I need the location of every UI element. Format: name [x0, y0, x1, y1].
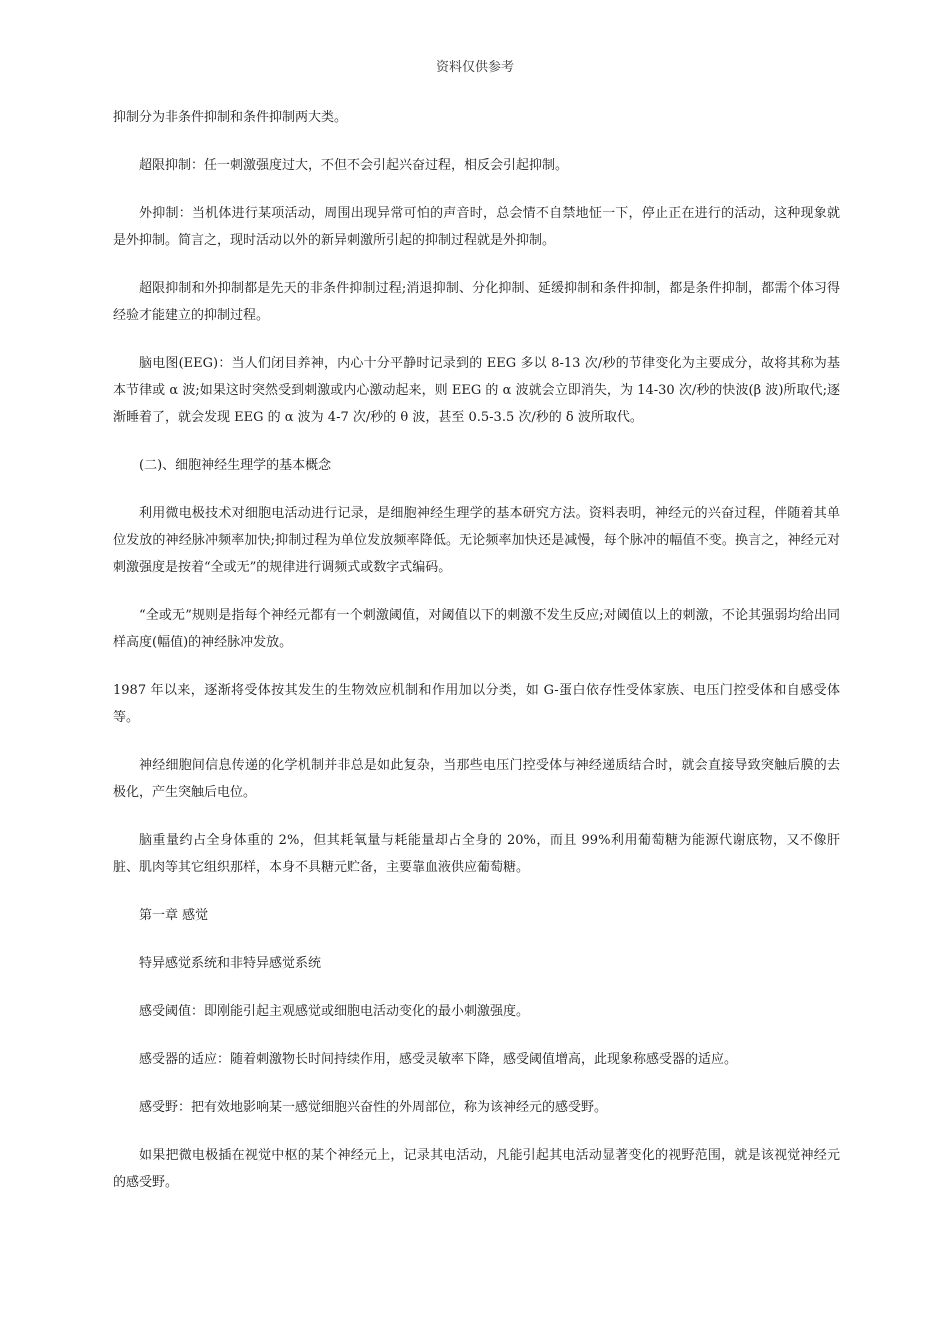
section-heading: 特异感觉系统和非特异感觉系统	[139, 956, 322, 971]
paragraph: 1987 年以来，逐渐将受体按其发生的生物效应机制和作用加以分类，如 G-蛋白依存性受体家族、电压门控受体和自感受体等。	[113, 683, 840, 725]
paragraph: 超限抑制：任一刺激强度过大，不但不会引起兴奋过程，相反会引起抑制。	[139, 158, 569, 173]
paragraph: 感受野：把有效地影响某一感觉细胞兴奋性的外周部位，称为该神经元的感受野。	[139, 1100, 608, 1115]
page-header: 资料仅供参考	[435, 60, 514, 75]
paragraph: 感受阈值：即刚能引起主观感觉或细胞电活动变化的最小刺激强度。	[139, 1004, 530, 1019]
section-heading: (二)、细胞神经生理学的基本概念	[139, 458, 332, 473]
paragraph: 抑制分为非条件抑制和条件抑制两大类。	[113, 110, 348, 125]
paragraph: 外抑制：当机体进行某项活动，周围出现异常可怕的声音时，总会情不自禁地怔一下，停止正在进行的活动，这种现象就是外抑制。简言之，现时活动以外的新异刺激所引起的抑制过程就是外抑制。	[113, 206, 840, 248]
document-body	[113, 104, 840, 1217]
paragraph: 超限抑制和外抑制都是先天的非条件抑制过程;消退抑制、分化抑制、延缓抑制和条件抑制，都是条件抑制，都需个体习得经验才能建立的抑制过程。	[113, 281, 840, 323]
paragraph: 脑重量约占全身体重的 2%，但其耗氧量与耗能量却占全身的 20%，而且 99%利用葡萄糖为能源代谢底物，又不像肝脏、肌肉等其它组织那样，本身不具糖元贮备，主要靠血液供应葡萄糖。	[113, 833, 840, 875]
paragraph: “全或无”规则是指每个神经元都有一个刺激阈值，对阈值以下的刺激不发生反应;对阈值以上的刺激，不论其强弱均给出同样高度(幅值)的神经脉冲发放。	[113, 608, 840, 650]
paragraph: 如果把微电极插在视觉中枢的某个神经元上，记录其电活动，凡能引起其电活动显著变化的视野范围，就是该视觉神经元的感受野。	[113, 1148, 840, 1190]
paragraph: 神经细胞间信息传递的化学机制并非总是如此复杂，当那些电压门控受体与神经递质结合时，就会直接导致突触后膜的去极化，产生突触后电位。	[113, 758, 840, 800]
paragraph: 利用微电极技术对细胞电活动进行记录，是细胞神经生理学的基本研究方法。资料表明，神经元的兴奋过程，伴随着其单位发放的神经脉冲频率加快;抑制过程为单位发放频率降低。无论频率加快还是减慢，每个脉冲的幅值不变。换言之，神经元对刺激强度是按着“全或无”的规律进行调频式或数字式编码。	[113, 506, 840, 575]
chapter-heading: 第一章 感觉	[139, 908, 209, 923]
paragraph: 脑电图(EEG)：当人们闭目养神，内心十分平静时记录到的 EEG 多以 8-13 次/秒的节律变化为主要成分，故将其称为基本节律或 α 波;如果这时突然受到刺激或内心激动起来，则 EEG 的 α 波就会立即消失，为 14-30 次/秒的快波(β 波)所取代;逐渐睡着了，就会发现 EEG 的 α 波为 4-7 次/秒的 θ 波，甚至 0.5-3.5 次/秒的 δ 波所取代。	[113, 356, 840, 425]
paragraph: 感受器的适应：随着刺激物长时间持续作用，感受灵敏率下降，感受阈值增高，此现象称感受器的适应。	[139, 1052, 738, 1067]
